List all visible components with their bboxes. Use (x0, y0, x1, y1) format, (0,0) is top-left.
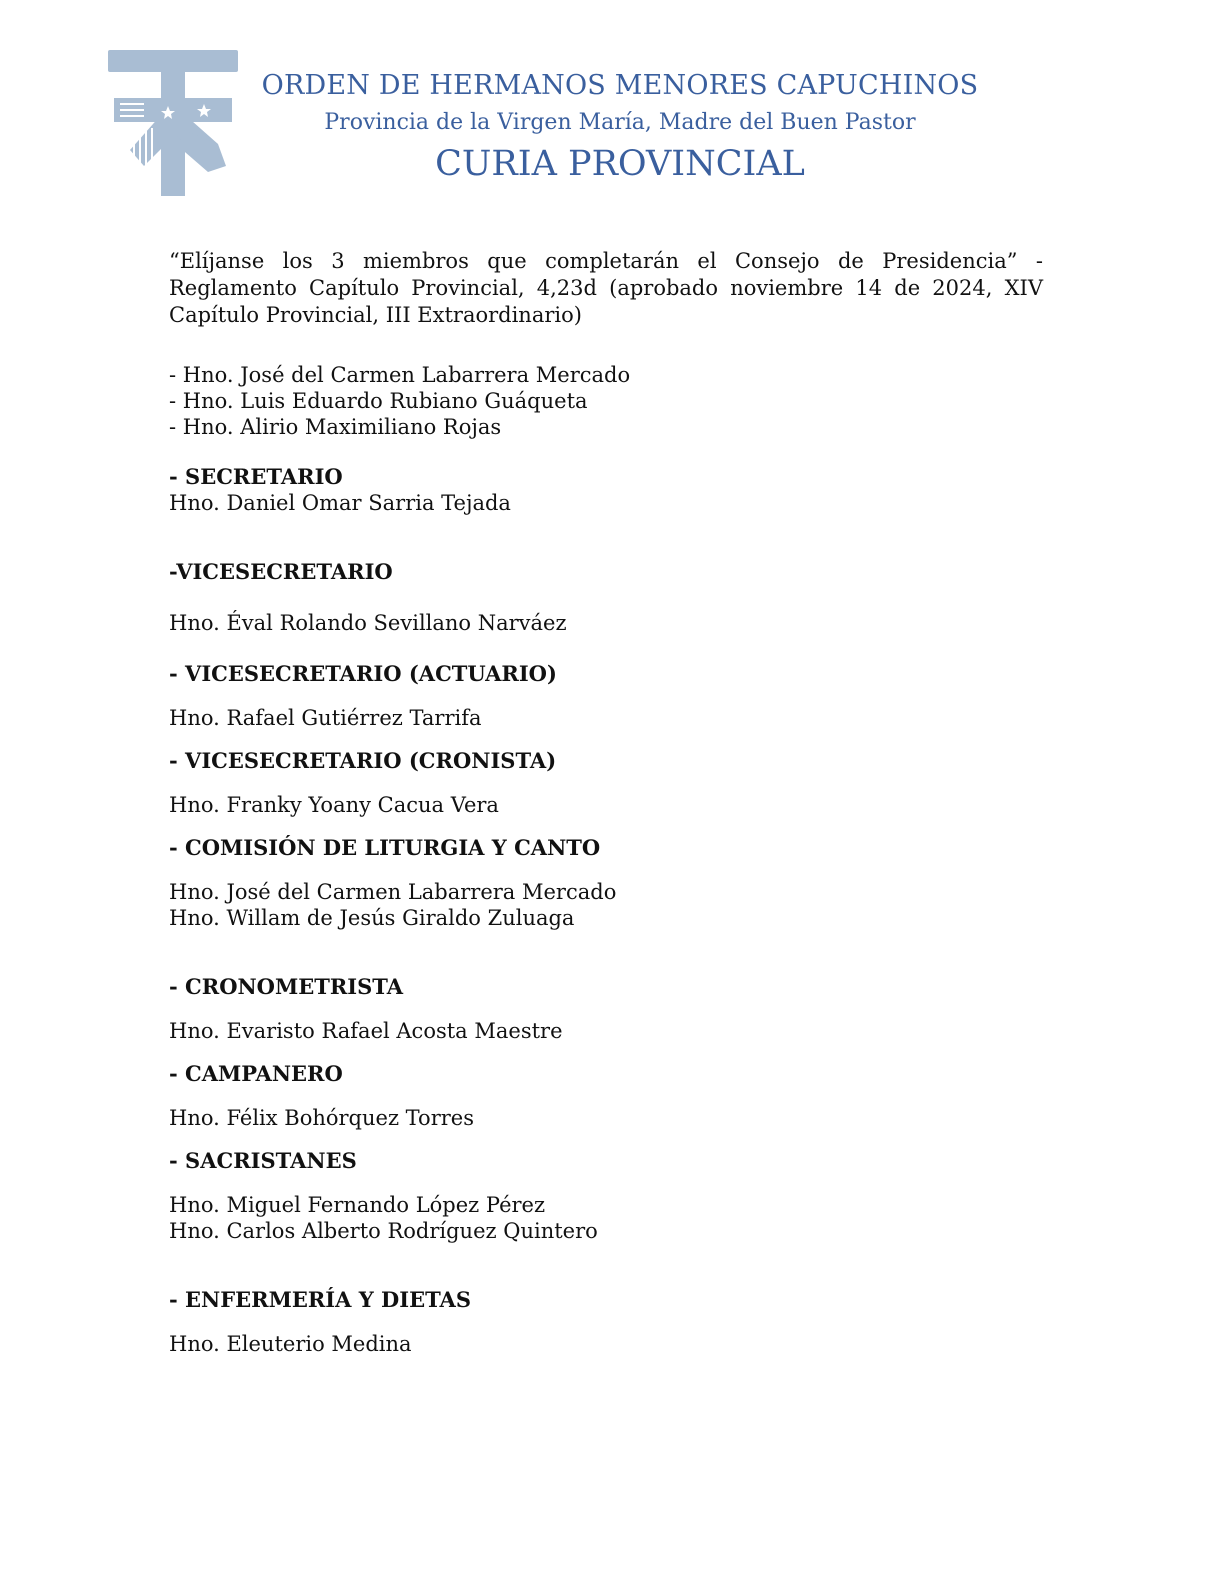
section-name: Hno. Eleuterio Medina (169, 1332, 412, 1356)
member-line: - Hno. José del Carmen Labarrera Mercado (169, 363, 631, 387)
section-name: Hno. Daniel Omar Sarria Tejada (169, 491, 511, 515)
member-line: - Hno. Alirio Maximiliano Rojas (169, 415, 502, 439)
section-name: Hno. Carlos Alberto Rodríguez Quintero (169, 1219, 598, 1243)
section-name: Hno. Evaristo Rafael Acosta Maestre (169, 1019, 563, 1043)
section-heading: - VICESECRETARIO (CRONISTA) (169, 748, 557, 773)
order-name: ORDEN DE HERMANOS MENORES CAPUCHINOS (261, 70, 979, 101)
section-heading: - SACRISTANES (169, 1148, 357, 1173)
section-name: Hno. Franky Yoany Cacua Vera (169, 793, 499, 817)
section-name: Hno. Miguel Fernando López Pérez (169, 1193, 546, 1217)
section-heading: - VICESECRETARIO (ACTUARIO) (169, 661, 557, 686)
section-name: Hno. Willam de Jesús Giraldo Zuluaga (169, 906, 575, 930)
intro-paragraph: “Elíjanse los 3 miembros que completarán el Consejo de Presidencia” - Reglamento Capítulo Provincial, 4,23d (aprobado noviembre 14 de 2024, XIV Capítulo Provincial, III Extraordinario) (169, 249, 1043, 327)
section-name: Hno. Rafael Gutiérrez Tarrifa (169, 706, 482, 730)
section-name: Hno. José del Carmen Labarrera Mercado (169, 880, 617, 904)
curia-title: CURIA PROVINCIAL (435, 144, 805, 184)
section-heading: - SECRETARIO (169, 464, 343, 489)
province-name: Provincia de la Virgen María, Madre del Buen Pastor (324, 110, 916, 135)
section-heading: - ENFERMERÍA Y DIETAS (169, 1287, 472, 1312)
member-line: - Hno. Luis Eduardo Rubiano Guáqueta (169, 389, 588, 413)
section-heading: -VICESECRETARIO (169, 559, 393, 584)
section-name: Hno. Félix Bohórquez Torres (169, 1106, 474, 1130)
section-heading: - CRONOMETRISTA (169, 974, 404, 999)
capuchin-tau-logo-icon (106, 46, 240, 198)
section-heading: - CAMPANERO (169, 1061, 343, 1086)
section-name: Hno. Éval Rolando Sevillano Narváez (169, 611, 567, 635)
section-heading: - COMISIÓN DE LITURGIA Y CANTO (169, 835, 601, 860)
